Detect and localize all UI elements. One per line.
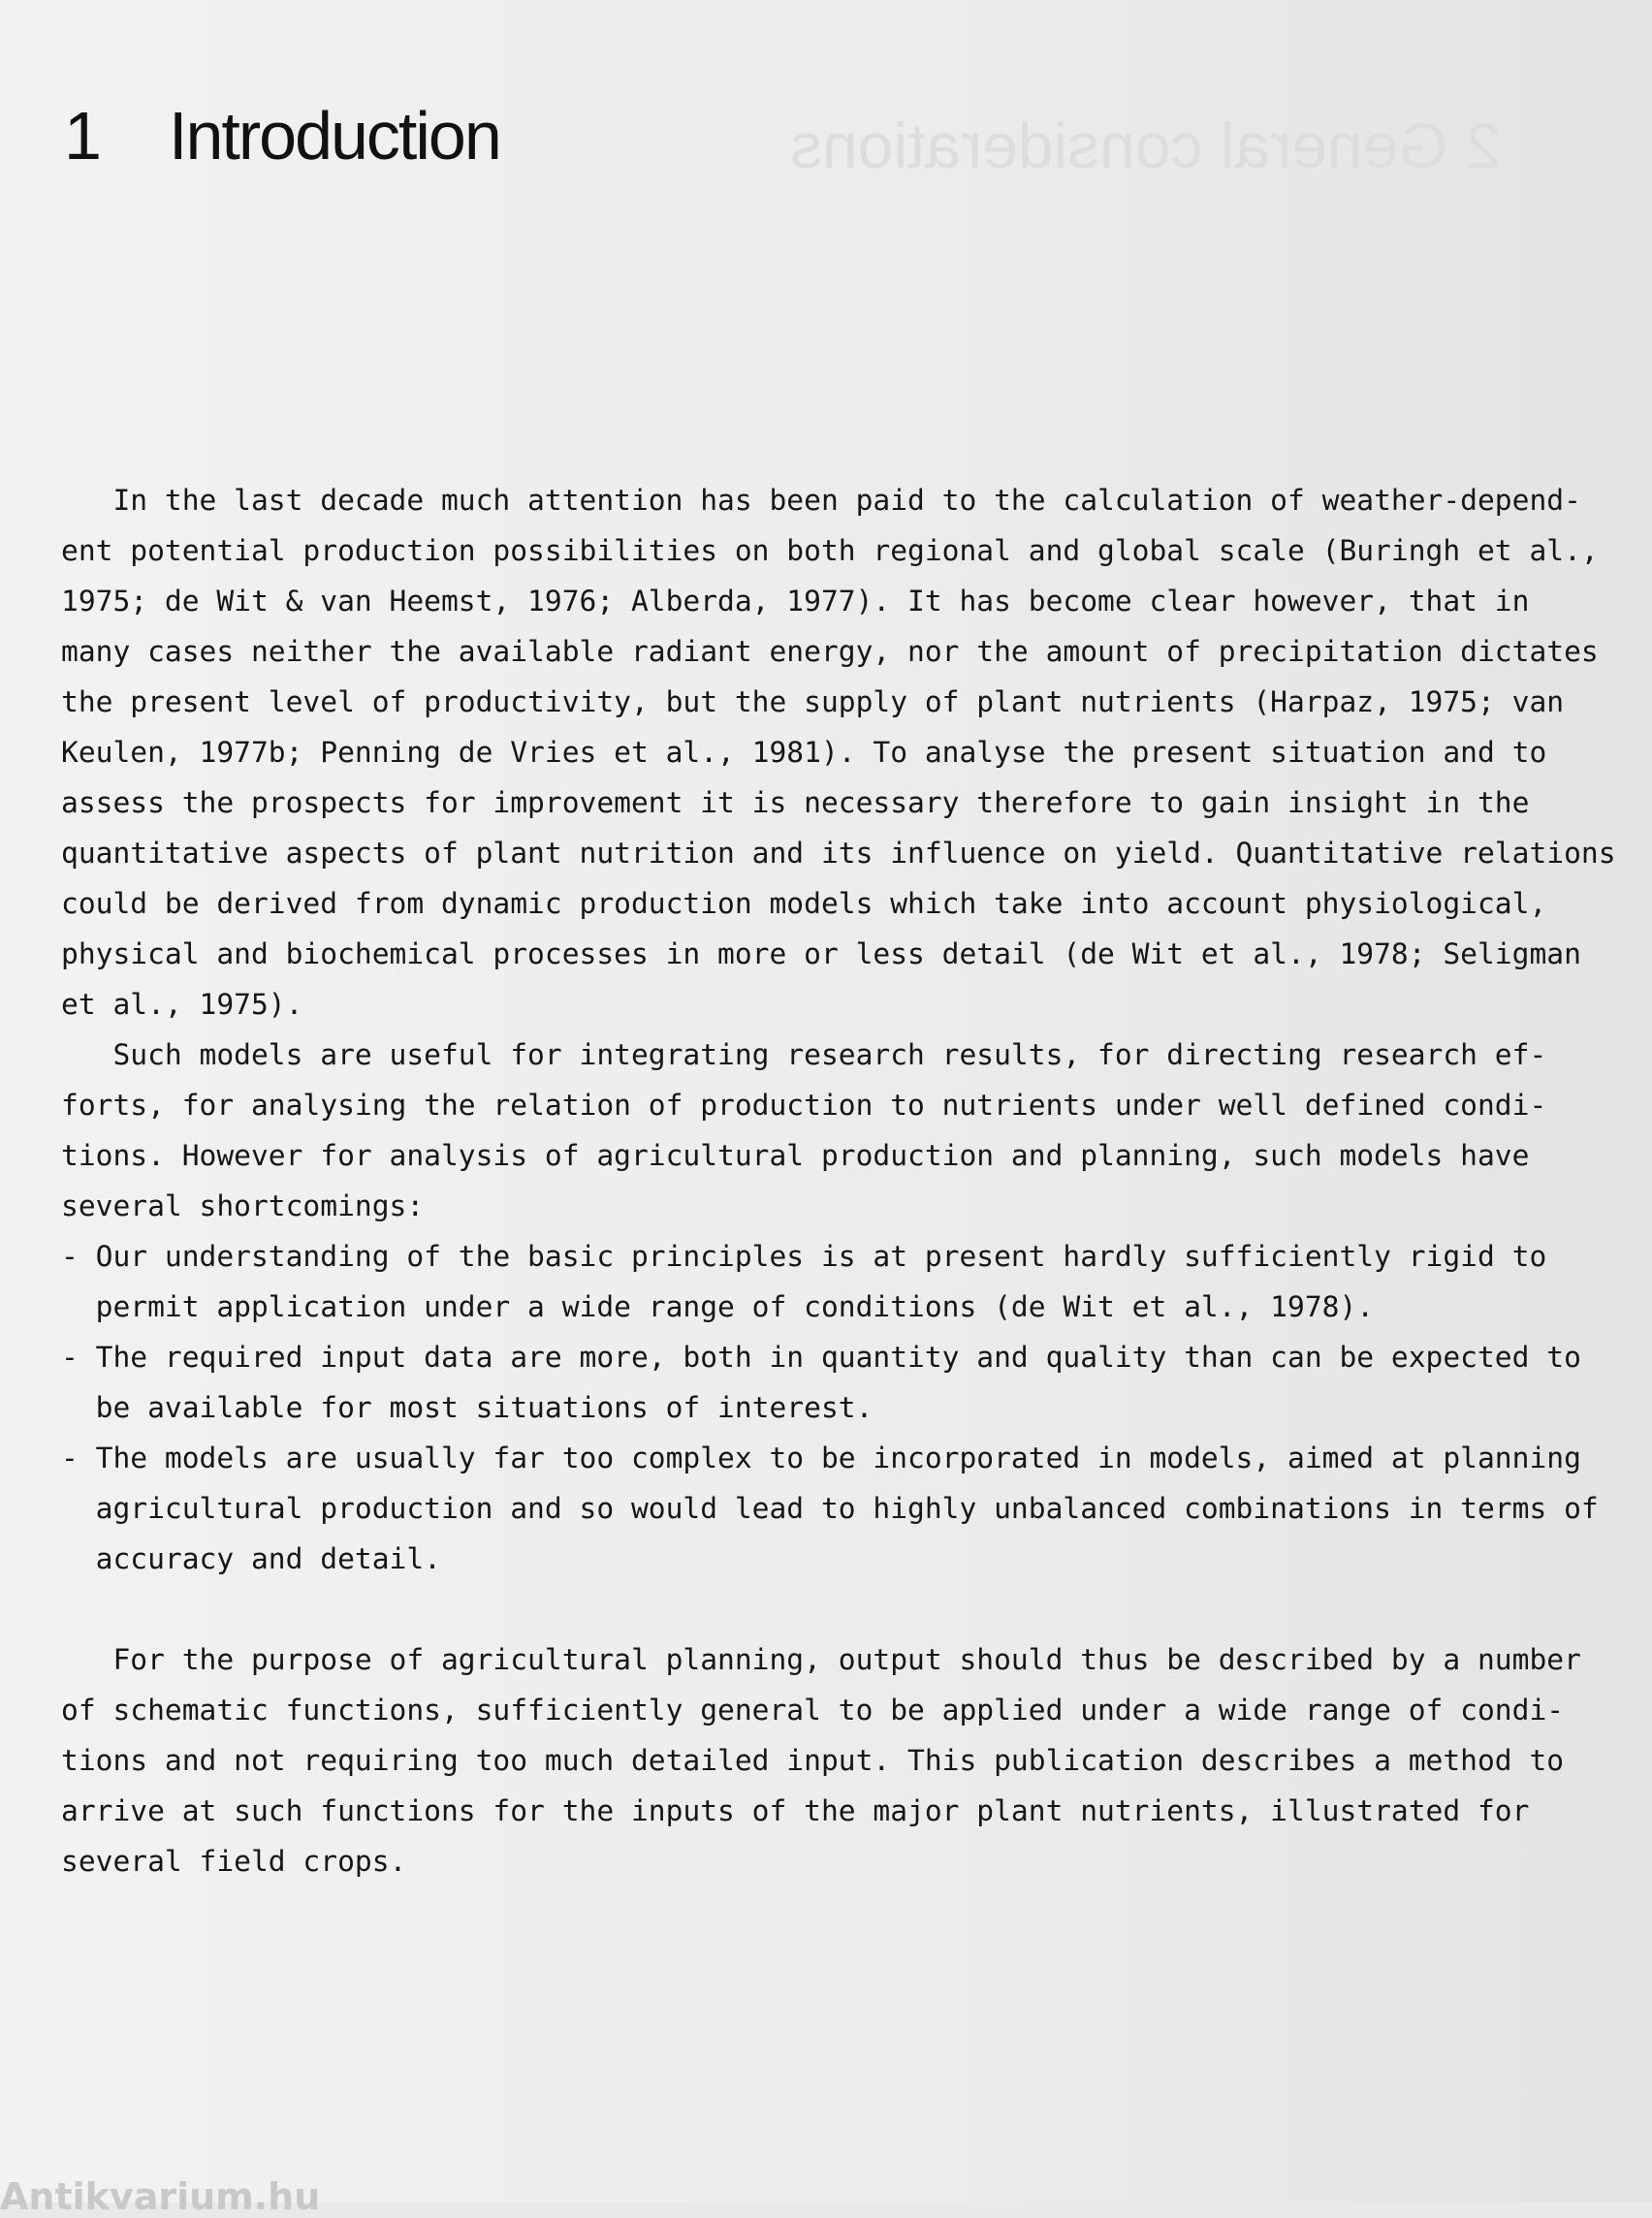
paragraph-models bbox=[61, 1030, 1573, 1231]
text-line: agricultural production and so would lead to highly unbalanced combinations in terms of bbox=[61, 1492, 1599, 1525]
text-line: In the last decade much attention has been paid to the calculation of weather-depend- bbox=[61, 484, 1581, 517]
show-through-text: 2 General considerations bbox=[790, 110, 1502, 181]
text-line: could be derived from dynamic production models which take into account physiological, bbox=[61, 887, 1547, 920]
text-line: ent potential production possibilities on both regional and global scale (Buringh et al., bbox=[61, 534, 1599, 567]
paragraph-intro bbox=[61, 475, 1616, 1030]
text-line: For the purpose of agricultural planning, output should thus be described by a number bbox=[61, 1643, 1581, 1676]
paragraph-planning bbox=[61, 1634, 1581, 1886]
text-line: quantitative aspects of plant nutrition and its influence on yield. Quantitative relations bbox=[61, 837, 1616, 870]
text-line: assess the prospects for improvement it is necessary therefore to gain insight in the bbox=[61, 786, 1530, 819]
text-line: several shortcomings: bbox=[61, 1189, 425, 1222]
text-line: 1975; de Wit & van Heemst, 1976; Alberda, 1977). It has become clear however, that in bbox=[61, 585, 1530, 618]
chapter-number: 1 bbox=[64, 98, 100, 174]
text-line: forts, for analysing the relation of production to nutrients under well defined condi- bbox=[61, 1089, 1547, 1122]
text-line: physical and biochemical processes in more or less detail (de Wit et al., 1978; Seligman bbox=[61, 937, 1581, 970]
shortcoming-item bbox=[61, 1231, 1573, 1332]
text-line: Such models are useful for integrating research results, for directing research ef- bbox=[61, 1038, 1547, 1071]
text-line: be available for most situations of interest. bbox=[61, 1391, 874, 1424]
shortcoming-item bbox=[61, 1433, 1599, 1584]
text-line: arrive at such functions for the inputs of the major plant nutrients, illustrated for bbox=[61, 1794, 1530, 1827]
text-line: et al., 1975). bbox=[61, 988, 303, 1021]
text-line: many cases neither the available radiant energy, nor the amount of precipitation dictates bbox=[61, 635, 1599, 668]
chapter-heading bbox=[64, 97, 500, 174]
text-line: several field crops. bbox=[61, 1845, 407, 1878]
text-line: - The models are usually far too complex to be incorporated in models, aimed at planning bbox=[61, 1442, 1581, 1474]
text-line: of schematic functions, sufficiently general to be applied under a wide range of condi- bbox=[61, 1694, 1565, 1727]
text-line: permit application under a wide range of conditions (de Wit et al., 1978). bbox=[61, 1290, 1375, 1323]
text-line: tions. However for analysis of agricultural production and planning, such models have bbox=[61, 1139, 1530, 1172]
text-line: - Our understanding of the basic principles is at present hardly sufficiently rigid to bbox=[61, 1240, 1547, 1273]
body-text bbox=[61, 475, 1616, 1886]
shortcoming-item bbox=[61, 1332, 1581, 1433]
text-line: tions and not requiring too much detailed input. This publication describes a method to bbox=[61, 1744, 1565, 1777]
paragraph-gap bbox=[61, 1584, 1573, 1634]
text-line: - The required input data are more, both in quantity and quality than can be expected to bbox=[61, 1341, 1581, 1374]
chapter-title: Introduction bbox=[169, 98, 500, 174]
watermark: Antikvarium.hu bbox=[0, 2175, 321, 2218]
text-line: the present level of productivity, but the supply of plant nutrients (Harpaz, 1975; van bbox=[61, 685, 1565, 718]
text-line: accuracy and detail. bbox=[61, 1542, 441, 1575]
text-line: Keulen, 1977b; Penning de Vries et al., 1981). To analyse the present situation and to bbox=[61, 736, 1547, 769]
